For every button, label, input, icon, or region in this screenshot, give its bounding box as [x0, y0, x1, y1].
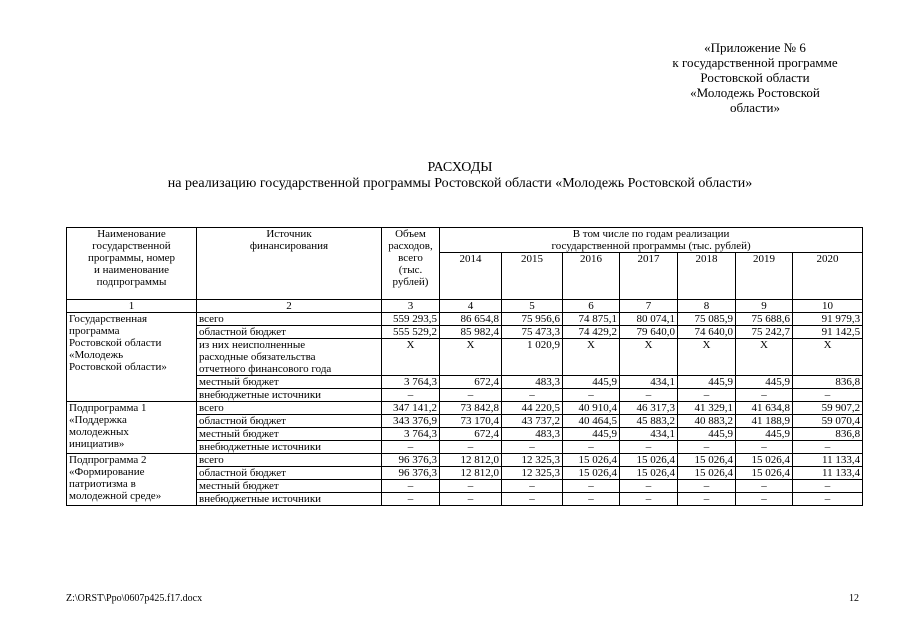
annex-line: области»: [730, 100, 780, 115]
year-value-cell: 79 640,0: [620, 326, 678, 339]
year-value-cell: –: [502, 389, 563, 402]
year-value-cell: 445,9: [678, 376, 736, 389]
total-cell: 343 376,9: [382, 415, 440, 428]
year-value-cell: –: [563, 389, 620, 402]
year-value-cell: 73 842,8: [440, 402, 502, 415]
funding-source-cell: внебюджетные источники: [197, 493, 382, 506]
year-value-cell: 11 133,4: [793, 467, 863, 480]
header-year: 2018: [678, 253, 736, 300]
year-value-cell: –: [502, 493, 563, 506]
program-name-line: Государственная: [69, 313, 148, 325]
total-cell: –: [382, 493, 440, 506]
year-value-cell: 40 883,2: [678, 415, 736, 428]
header-funding-source: Источник финансирования: [197, 228, 382, 300]
annex-line: к государственной программе: [672, 55, 838, 70]
funding-source-line: из них неисполненные: [199, 339, 306, 351]
funding-source-cell: внебюджетные источники: [197, 389, 382, 402]
program-name-line: «Молодежь: [69, 349, 124, 361]
year-value-cell: 15 026,4: [563, 467, 620, 480]
annex-line: Ростовской области: [700, 70, 810, 85]
year-value-cell: 43 737,2: [502, 415, 563, 428]
year-value-cell: –: [620, 389, 678, 402]
year-value-cell: 15 026,4: [620, 467, 678, 480]
year-value-cell: 15 026,4: [678, 454, 736, 467]
column-number: 1: [67, 300, 197, 313]
year-value-cell: 445,9: [736, 376, 793, 389]
year-value-cell: 45 883,2: [620, 415, 678, 428]
year-value-cell: 12 812,0: [440, 454, 502, 467]
program-name-line: Подпрограмма 2: [69, 454, 147, 466]
column-number: 5: [502, 300, 563, 313]
title-heading: РАСХОДЫ: [427, 160, 493, 175]
year-value-cell: –: [440, 480, 502, 493]
year-value-cell: 85 982,4: [440, 326, 502, 339]
column-number: 7: [620, 300, 678, 313]
year-value-cell: 73 170,4: [440, 415, 502, 428]
table-row: [67, 454, 863, 467]
program-name-cell: [67, 454, 197, 506]
year-value-cell: –: [793, 480, 863, 493]
table-row: [67, 402, 863, 415]
funding-source-cell: областной бюджет: [197, 415, 382, 428]
funding-source-cell: всего: [197, 313, 382, 326]
year-value-cell: 40 910,4: [563, 402, 620, 415]
year-value-cell: 12 812,0: [440, 467, 502, 480]
year-value-cell: 59 907,2: [793, 402, 863, 415]
program-name-line: Ростовской области»: [69, 361, 167, 373]
annex-block: [640, 40, 870, 115]
year-value-cell: 836,8: [793, 428, 863, 441]
year-value-cell: –: [736, 389, 793, 402]
year-value-cell: 15 026,4: [563, 454, 620, 467]
year-value-cell: 74 429,2: [563, 326, 620, 339]
year-value-cell: –: [440, 441, 502, 454]
year-value-cell: –: [736, 493, 793, 506]
annex-line: «Молодежь Ростовской: [690, 85, 820, 100]
year-value-cell: 46 317,3: [620, 402, 678, 415]
program-name-line: Подпрограмма 1: [69, 402, 147, 414]
year-value-cell: –: [678, 441, 736, 454]
year-value-cell: –: [502, 441, 563, 454]
year-value-cell: –: [620, 441, 678, 454]
year-value-cell: 44 220,5: [502, 402, 563, 415]
year-value-cell: –: [793, 493, 863, 506]
header-year: 2019: [736, 253, 793, 300]
funding-source-cell: областной бюджет: [197, 326, 382, 339]
year-value-cell: 59 070,4: [793, 415, 863, 428]
program-name-line: молодежных: [69, 426, 129, 438]
year-value-cell: –: [440, 389, 502, 402]
year-value-cell: 12 325,3: [502, 467, 563, 480]
footer-file-path: Z:\ORST\Ppo\0607p425.f17.docx: [66, 593, 203, 604]
year-value-cell: 15 026,4: [678, 467, 736, 480]
column-number: 8: [678, 300, 736, 313]
year-value-cell: 445,9: [563, 428, 620, 441]
header-year: 2015: [502, 253, 563, 300]
column-number: 10: [793, 300, 863, 313]
year-value-cell: X: [440, 339, 502, 376]
year-value-cell: 1 020,9: [502, 339, 563, 376]
total-cell: 96 376,3: [382, 454, 440, 467]
year-value-cell: 11 133,4: [793, 454, 863, 467]
year-value-cell: 75 085,9: [678, 313, 736, 326]
total-cell: 3 764,3: [382, 428, 440, 441]
funding-source-cell: всего: [197, 454, 382, 467]
year-value-cell: 836,8: [793, 376, 863, 389]
year-value-cell: –: [793, 389, 863, 402]
funding-source-cell: [197, 339, 382, 376]
year-value-cell: 41 329,1: [678, 402, 736, 415]
year-value-cell: –: [563, 441, 620, 454]
year-value-cell: X: [620, 339, 678, 376]
expenses-table: [66, 227, 863, 506]
total-cell: 559 293,5: [382, 313, 440, 326]
year-value-cell: 41 188,9: [736, 415, 793, 428]
program-name-line: инициатив»: [69, 438, 125, 450]
year-value-cell: 74 875,1: [563, 313, 620, 326]
title-subheading: на реализацию государственной программы Ростовской области «Молодежь Ростовской области»: [167, 176, 753, 191]
year-value-cell: –: [678, 389, 736, 402]
header-total-expenses: Объем расходов, всего (тыс. рублей): [382, 228, 440, 300]
year-value-cell: X: [563, 339, 620, 376]
program-name-cell: [67, 402, 197, 454]
header-year: 2016: [563, 253, 620, 300]
year-value-cell: –: [736, 480, 793, 493]
column-number: 9: [736, 300, 793, 313]
year-value-cell: 434,1: [620, 428, 678, 441]
annex-line: «Приложение № 6: [704, 40, 806, 55]
header-year: 2020: [793, 253, 863, 300]
year-value-cell: –: [620, 493, 678, 506]
table-row: [67, 313, 863, 326]
funding-source-line: отчетного финансового года: [199, 363, 332, 375]
year-value-cell: –: [678, 493, 736, 506]
year-value-cell: X: [793, 339, 863, 376]
total-cell: 96 376,3: [382, 467, 440, 480]
total-cell: –: [382, 389, 440, 402]
year-value-cell: 434,1: [620, 376, 678, 389]
year-value-cell: –: [440, 493, 502, 506]
total-cell: –: [382, 480, 440, 493]
year-value-cell: 75 473,3: [502, 326, 563, 339]
column-number: 6: [563, 300, 620, 313]
funding-source-cell: местный бюджет: [197, 376, 382, 389]
funding-source-cell: всего: [197, 402, 382, 415]
document-title: [60, 160, 860, 192]
funding-source-cell: местный бюджет: [197, 428, 382, 441]
year-value-cell: 445,9: [563, 376, 620, 389]
total-cell: 347 141,2: [382, 402, 440, 415]
year-value-cell: 672,4: [440, 428, 502, 441]
header-year: 2017: [620, 253, 678, 300]
year-value-cell: 75 956,6: [502, 313, 563, 326]
year-value-cell: 75 242,7: [736, 326, 793, 339]
year-value-cell: 672,4: [440, 376, 502, 389]
year-value-cell: –: [736, 441, 793, 454]
program-name-cell: [67, 313, 197, 402]
year-value-cell: 40 464,5: [563, 415, 620, 428]
year-value-cell: –: [620, 480, 678, 493]
year-value-cell: –: [793, 441, 863, 454]
total-cell: 3 764,3: [382, 376, 440, 389]
year-value-cell: 74 640,0: [678, 326, 736, 339]
program-name-line: «Поддержка: [69, 414, 127, 426]
funding-source-cell: внебюджетные источники: [197, 441, 382, 454]
funding-source-cell: областной бюджет: [197, 467, 382, 480]
year-value-cell: 41 634,8: [736, 402, 793, 415]
program-name-line: молодежной среде»: [69, 490, 162, 502]
year-value-cell: 75 688,6: [736, 313, 793, 326]
year-value-cell: X: [678, 339, 736, 376]
funding-source-line: расходные обязательства: [199, 351, 316, 363]
year-value-cell: –: [563, 480, 620, 493]
year-value-cell: 15 026,4: [736, 467, 793, 480]
year-value-cell: 12 325,3: [502, 454, 563, 467]
header-year: 2014: [440, 253, 502, 300]
program-name-line: программа: [69, 325, 120, 337]
header-years-group: В том числе по годам реализации государственной программы (тыс. рублей): [440, 228, 863, 253]
year-value-cell: –: [563, 493, 620, 506]
year-value-cell: X: [736, 339, 793, 376]
year-value-cell: 15 026,4: [736, 454, 793, 467]
year-value-cell: 445,9: [678, 428, 736, 441]
year-value-cell: –: [502, 480, 563, 493]
year-value-cell: 483,3: [502, 428, 563, 441]
column-number: 4: [440, 300, 502, 313]
table-body: [67, 313, 863, 506]
header-program-name: Наименование государственной программы, номер и наименование подпрограммы: [67, 228, 197, 300]
total-cell: –: [382, 441, 440, 454]
year-value-cell: 15 026,4: [620, 454, 678, 467]
year-value-cell: 80 074,1: [620, 313, 678, 326]
funding-source-cell: местный бюджет: [197, 480, 382, 493]
total-cell: X: [382, 339, 440, 376]
total-cell: 555 529,2: [382, 326, 440, 339]
year-value-cell: 91 979,3: [793, 313, 863, 326]
year-value-cell: 483,3: [502, 376, 563, 389]
column-number: 3: [382, 300, 440, 313]
year-value-cell: 86 654,8: [440, 313, 502, 326]
year-value-cell: –: [678, 480, 736, 493]
program-name-line: Ростовской области: [69, 337, 162, 349]
page-number: 12: [849, 593, 859, 604]
program-name-line: патриотизма в: [69, 478, 136, 490]
program-name-line: «Формирование: [69, 466, 145, 478]
year-value-cell: 445,9: [736, 428, 793, 441]
column-number: 2: [197, 300, 382, 313]
year-value-cell: 91 142,5: [793, 326, 863, 339]
